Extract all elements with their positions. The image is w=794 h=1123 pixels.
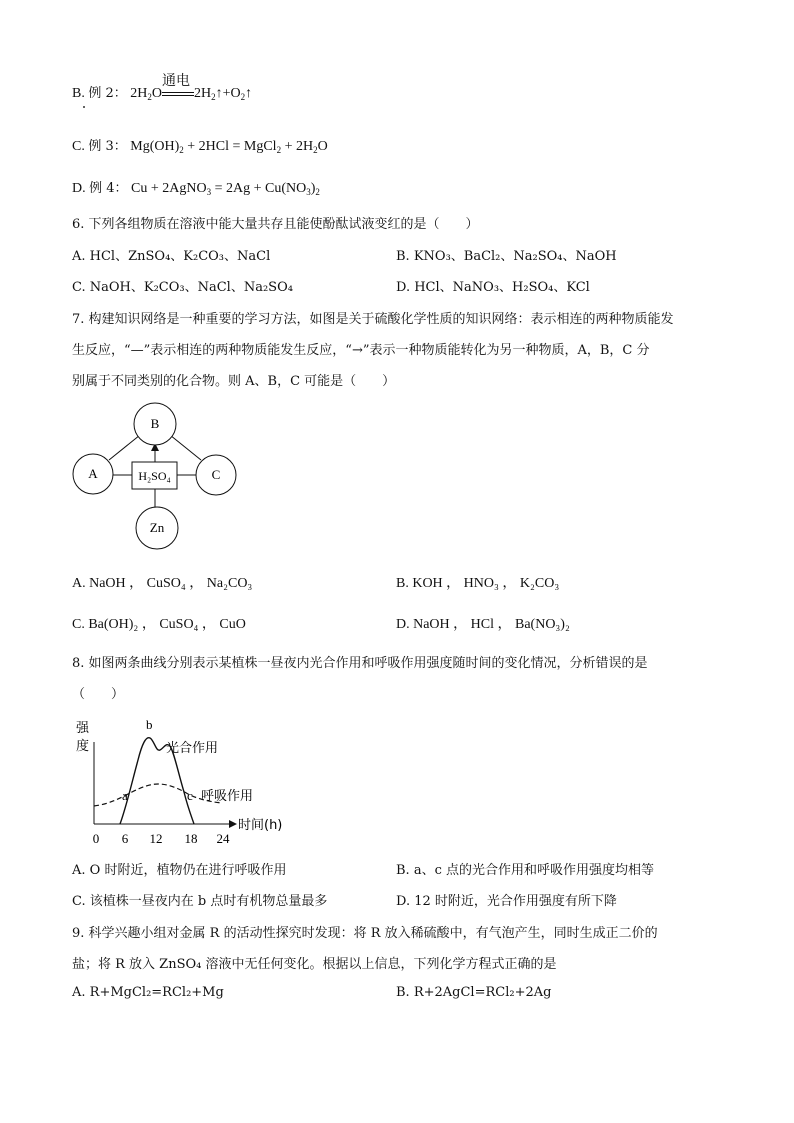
- q7-stem-line2: 生反应，“—”表示相连的两种物质能发生反应，“→”表示一种物质能转化为另一种物质，A，B，C 分: [72, 343, 650, 358]
- y-axis-label-1: 强: [76, 721, 90, 736]
- q6-option-a[interactable]: A. HCl、ZnSO₄、K₂CO₃、NaCl: [72, 249, 271, 264]
- option-label: B.: [72, 86, 85, 101]
- equation-displacement: Cu + 2AgNO$_3$ = $2Ag + Cu(NO_3)_2$: [131, 181, 320, 197]
- q7-stem-line1: 7. 构建知识网络是一种重要的学习方法，如图是关于硫酸化学性质的知识网络：表示相连的两种物质能发: [72, 312, 674, 327]
- q9-option-b[interactable]: B. R+2AgCl=RCl₂+2Ag: [396, 985, 552, 1000]
- q6-option-c[interactable]: C. NaOH、K₂CO₃、NaCl、Na₂SO₄: [72, 280, 293, 295]
- node-b-label: B: [150, 416, 160, 431]
- point-a-label: a: [122, 788, 128, 803]
- option-c-example3: C. 例 3： $Mg(OH)_2 + 2HCl$ = MgCl$_2$ + $2H_2O$: [72, 139, 328, 155]
- q9-stem-line2: 盐；将 R 放入 ZnSO₄ 溶液中无任何变化。根据以上信息，下列化学方程式正确的是: [72, 957, 557, 972]
- q7-option-c[interactable]: C. Ba(OH)₂ ， CuSO₄ ， CuO: [72, 617, 246, 632]
- q7-knowledge-network-diagram: [60, 400, 260, 560]
- y-axis-label-2: 度: [76, 739, 90, 754]
- q9-option-a[interactable]: A. R+MgCl₂=RCl₂+Mg: [72, 985, 224, 1000]
- node-a-label: A: [88, 466, 98, 481]
- option-b-example2: [72, 73, 253, 102]
- node-h2so4-label: H₂SO₄: [138, 469, 171, 483]
- q6-option-b[interactable]: B. KNO₃、BaCl₂、Na₂SO₄、NaOH: [396, 249, 617, 264]
- x-axis-label: 时间(h): [238, 818, 283, 833]
- q7-option-b[interactable]: B. KOH ， HNO₃ ， K₂CO₃: [396, 576, 560, 591]
- reaction-condition: 通电: [162, 86, 194, 102]
- point-c-label: c: [187, 788, 193, 803]
- q8-option-d[interactable]: D. 12 时附近，光合作用强度有所下降: [396, 894, 617, 909]
- equation-neutralization: $Mg(OH)_2 + 2HCl$ = MgCl$_2$ + $2H_2O$: [130, 139, 328, 155]
- option-d-example4: D. 例 4： Cu + 2AgNO$_3$ = $2Ag + Cu(NO_3)_2$: [72, 181, 320, 197]
- q8-option-a[interactable]: A. O 时附近，植物仍在进行呼吸作用: [72, 863, 287, 878]
- q8-stem-line2: （ ）: [72, 687, 125, 702]
- example-prefix: 例 2：: [88, 86, 127, 101]
- x-tick-12: 12: [149, 831, 163, 846]
- edge-b-c: [170, 435, 201, 460]
- series-respiration-label: 呼吸作用: [201, 789, 254, 804]
- q6-option-d[interactable]: D. HCl、NaNO₃、H₂SO₄、KCl: [396, 280, 590, 295]
- equation-products: $2H_2↑+O_2↑$: [194, 86, 253, 102]
- x-tick-24: 24: [216, 831, 230, 846]
- edge-a-b: [109, 435, 140, 460]
- q7-option-d[interactable]: D. NaOH ， HCl ， Ba(NO₃)₂: [396, 617, 570, 632]
- q7-stem-line3: 别属于不同类别的化合物。则 A、B，C 可能是（ ）: [72, 374, 396, 389]
- q7-option-a[interactable]: A. NaOH ， CuSO₄ ， Na₂CO₃: [72, 576, 253, 591]
- x-tick-labels: [93, 831, 230, 846]
- point-b-label: b: [146, 717, 153, 732]
- q8-stem-line1: 8. 如图两条曲线分别表示某植株一昼夜内光合作用和呼吸作用强度随时间的变化情况，分析错误的是: [72, 656, 648, 671]
- equation-electrolysis: $2H_2O$: [130, 86, 162, 102]
- q8-option-b[interactable]: B. a、c 点的光合作用和呼吸作用强度均相等: [396, 863, 654, 878]
- q9-stem-line1: 9. 科学兴趣小组对金属 R 的活动性探究时发现：将 R 放入稀硫酸中，有气泡产生，同时生成正二价的: [72, 926, 658, 941]
- stray-dot: [83, 106, 85, 108]
- q8-option-c[interactable]: C. 该植株一昼夜内在 b 点时有机物总量最多: [72, 894, 328, 909]
- x-tick-18: 18: [184, 831, 198, 846]
- series-photosynthesis-label: 光合作用: [166, 741, 219, 756]
- node-c-label: C: [211, 467, 221, 482]
- x-tick-0: 0: [92, 831, 100, 846]
- q6-stem: 6. 下列各组物质在溶液中能大量共存且能使酚酞试液变红的是（ ）: [72, 217, 479, 232]
- q8-photosynthesis-chart: [70, 712, 300, 852]
- node-zn-label: Zn: [149, 520, 165, 535]
- x-tick-6: 6: [121, 831, 129, 846]
